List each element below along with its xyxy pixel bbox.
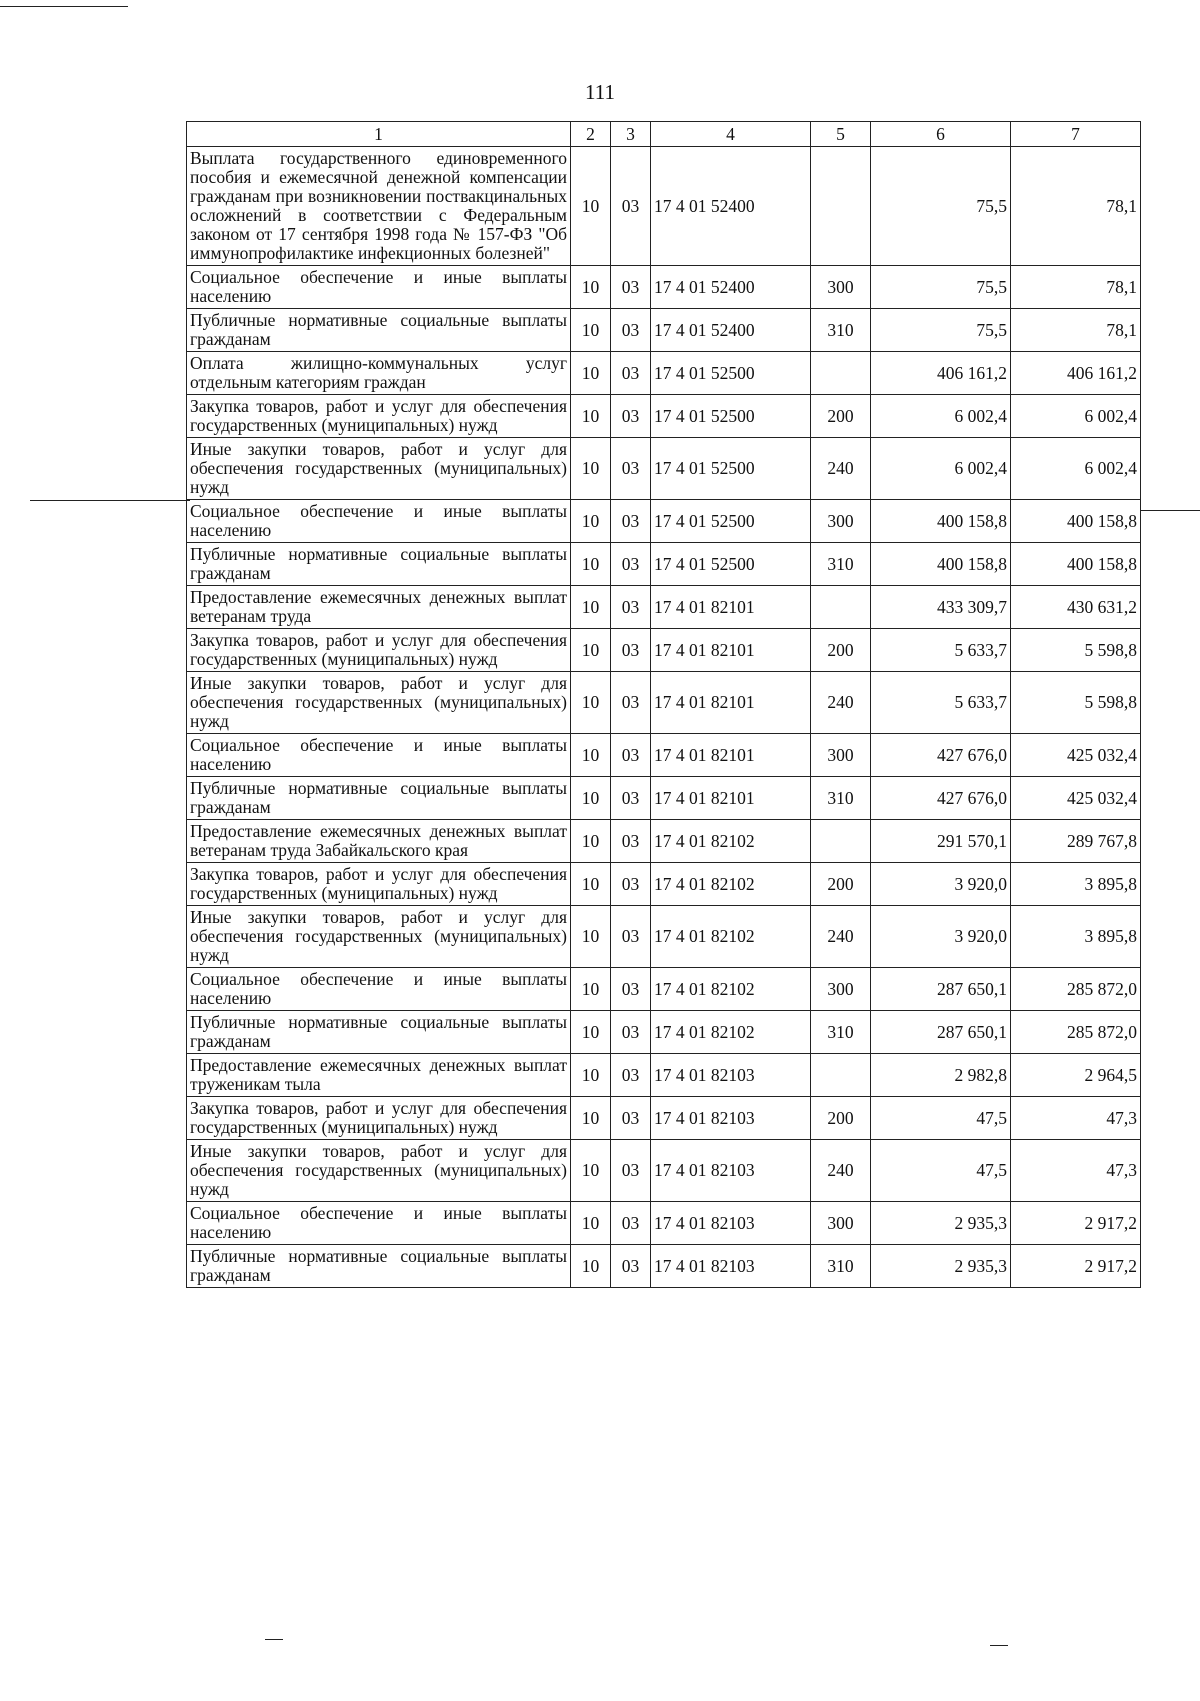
expense-type-cell: 300 [811, 968, 871, 1011]
amount-col7-cell: 5 598,8 [1011, 629, 1141, 672]
target-article-cell: 17 4 01 82103 [651, 1202, 811, 1245]
target-article-cell: 17 4 01 52500 [651, 352, 811, 395]
expense-type-cell: 240 [811, 672, 871, 734]
expense-type-cell: 200 [811, 629, 871, 672]
expense-type-cell: 240 [811, 1140, 871, 1202]
row-name-cell: Публичные нормативные социальные выплаты гражданам [187, 309, 571, 352]
expense-type-cell: 310 [811, 543, 871, 586]
amount-col7-cell: 47,3 [1011, 1140, 1141, 1202]
target-article-cell: 17 4 01 82103 [651, 1140, 811, 1202]
amount-col6-cell: 75,5 [871, 147, 1011, 266]
expense-type-cell: 310 [811, 309, 871, 352]
section-cell: 10 [571, 629, 611, 672]
table-row [187, 1054, 1141, 1097]
amount-col7-cell: 425 032,4 [1011, 734, 1141, 777]
expense-type-cell [811, 820, 871, 863]
row-name-cell: Иные закупки товаров, работ и услуг для обеспечения государственных (муниципальных) нужд [187, 438, 571, 500]
target-article-cell: 17 4 01 82101 [651, 629, 811, 672]
target-article-cell: 17 4 01 82103 [651, 1054, 811, 1097]
target-article-cell: 17 4 01 52500 [651, 395, 811, 438]
row-name-cell: Публичные нормативные социальные выплаты гражданам [187, 1245, 571, 1288]
amount-col6-cell: 6 002,4 [871, 438, 1011, 500]
table-row [187, 438, 1141, 500]
expense-type-cell: 200 [811, 1097, 871, 1140]
row-name-cell: Предоставление ежемесячных денежных выплат ветеранам труда [187, 586, 571, 629]
section-cell: 10 [571, 1140, 611, 1202]
section-cell: 10 [571, 266, 611, 309]
table-row [187, 1202, 1141, 1245]
section-cell: 10 [571, 147, 611, 266]
column-header: 2 [571, 122, 611, 147]
row-name-cell: Социальное обеспечение и иные выплаты населению [187, 266, 571, 309]
row-name-cell: Социальное обеспечение и иные выплаты населению [187, 734, 571, 777]
subsection-cell: 03 [611, 543, 651, 586]
expense-type-cell: 310 [811, 1245, 871, 1288]
amount-col6-cell: 75,5 [871, 266, 1011, 309]
table-row [187, 543, 1141, 586]
amount-col7-cell: 47,3 [1011, 1097, 1141, 1140]
table-row [187, 352, 1141, 395]
amount-col6-cell: 5 633,7 [871, 629, 1011, 672]
table-row [187, 777, 1141, 820]
expense-type-cell: 240 [811, 906, 871, 968]
section-cell: 10 [571, 586, 611, 629]
row-name-cell: Иные закупки товаров, работ и услуг для обеспечения государственных (муниципальных) нужд [187, 672, 571, 734]
amount-col6-cell: 400 158,8 [871, 500, 1011, 543]
column-header: 4 [651, 122, 811, 147]
subsection-cell: 03 [611, 309, 651, 352]
scan-mark-top-left [0, 6, 128, 7]
subsection-cell: 03 [611, 1140, 651, 1202]
section-cell: 10 [571, 500, 611, 543]
section-cell: 10 [571, 863, 611, 906]
subsection-cell: 03 [611, 734, 651, 777]
amount-col6-cell: 287 650,1 [871, 1011, 1011, 1054]
subsection-cell: 03 [611, 906, 651, 968]
section-cell: 10 [571, 777, 611, 820]
section-cell: 10 [571, 309, 611, 352]
subsection-cell: 03 [611, 1054, 651, 1097]
amount-col7-cell: 406 161,2 [1011, 352, 1141, 395]
amount-col6-cell: 75,5 [871, 309, 1011, 352]
amount-col6-cell: 433 309,7 [871, 586, 1011, 629]
row-name-cell: Предоставление ежемесячных денежных выплат труженикам тыла [187, 1054, 571, 1097]
expense-type-cell: 240 [811, 438, 871, 500]
amount-col7-cell: 285 872,0 [1011, 1011, 1141, 1054]
amount-col6-cell: 400 158,8 [871, 543, 1011, 586]
subsection-cell: 03 [611, 777, 651, 820]
amount-col7-cell: 6 002,4 [1011, 438, 1141, 500]
expense-type-cell [811, 147, 871, 266]
target-article-cell: 17 4 01 82102 [651, 820, 811, 863]
section-cell: 10 [571, 352, 611, 395]
section-cell: 10 [571, 672, 611, 734]
subsection-cell: 03 [611, 1245, 651, 1288]
expense-type-cell: 310 [811, 1011, 871, 1054]
expense-type-cell: 300 [811, 266, 871, 309]
table-row [187, 500, 1141, 543]
target-article-cell: 17 4 01 52500 [651, 500, 811, 543]
section-cell: 10 [571, 1097, 611, 1140]
amount-col7-cell: 3 895,8 [1011, 906, 1141, 968]
row-name-cell: Социальное обеспечение и иные выплаты населению [187, 500, 571, 543]
amount-col6-cell: 427 676,0 [871, 734, 1011, 777]
row-name-cell: Публичные нормативные социальные выплаты гражданам [187, 777, 571, 820]
row-name-cell: Закупка товаров, работ и услуг для обеспечения государственных (муниципальных) нужд [187, 629, 571, 672]
amount-col6-cell: 2 982,8 [871, 1054, 1011, 1097]
target-article-cell: 17 4 01 82103 [651, 1245, 811, 1288]
row-name-cell: Иные закупки товаров, работ и услуг для обеспечения государственных (муниципальных) нужд [187, 906, 571, 968]
scan-mark-bottom-right [990, 1645, 1008, 1646]
table-row [187, 1245, 1141, 1288]
scan-mark-left [30, 500, 190, 501]
amount-col6-cell: 2 935,3 [871, 1245, 1011, 1288]
amount-col7-cell: 400 158,8 [1011, 500, 1141, 543]
target-article-cell: 17 4 01 52400 [651, 266, 811, 309]
amount-col6-cell: 47,5 [871, 1140, 1011, 1202]
scan-mark-bottom [265, 1639, 283, 1640]
amount-col7-cell: 400 158,8 [1011, 543, 1141, 586]
column-header: 3 [611, 122, 651, 147]
amount-col7-cell: 2 917,2 [1011, 1202, 1141, 1245]
target-article-cell: 17 4 01 82101 [651, 586, 811, 629]
target-article-cell: 17 4 01 82102 [651, 863, 811, 906]
section-cell: 10 [571, 438, 611, 500]
table-row [187, 1011, 1141, 1054]
section-cell: 10 [571, 906, 611, 968]
table-row [187, 734, 1141, 777]
expense-type-cell: 300 [811, 734, 871, 777]
subsection-cell: 03 [611, 500, 651, 543]
subsection-cell: 03 [611, 1097, 651, 1140]
section-cell: 10 [571, 1054, 611, 1097]
target-article-cell: 17 4 01 82102 [651, 1011, 811, 1054]
subsection-cell: 03 [611, 1202, 651, 1245]
amount-col7-cell: 5 598,8 [1011, 672, 1141, 734]
table-row [187, 863, 1141, 906]
section-cell: 10 [571, 543, 611, 586]
amount-col7-cell: 2 917,2 [1011, 1245, 1141, 1288]
row-name-cell: Закупка товаров, работ и услуг для обеспечения государственных (муниципальных) нужд [187, 863, 571, 906]
row-name-cell: Выплата государственного единовременного пособия и ежемесячной денежной компенсации гражданам при возникновении поствакцинальных осложнений в соответствии с Федеральным законом от 17 сентября 1998 года № 157-ФЗ "Об иммунопрофилактике инфекционных болезней" [187, 147, 571, 266]
target-article-cell: 17 4 01 82101 [651, 777, 811, 820]
column-header: 7 [1011, 122, 1141, 147]
table-row [187, 629, 1141, 672]
expense-type-cell: 300 [811, 500, 871, 543]
column-header: 1 [187, 122, 571, 147]
header-row [187, 122, 1141, 147]
subsection-cell: 03 [611, 266, 651, 309]
amount-col7-cell: 430 631,2 [1011, 586, 1141, 629]
target-article-cell: 17 4 01 82103 [651, 1097, 811, 1140]
amount-col7-cell: 285 872,0 [1011, 968, 1141, 1011]
amount-col7-cell: 78,1 [1011, 147, 1141, 266]
table-row [187, 309, 1141, 352]
amount-col6-cell: 3 920,0 [871, 906, 1011, 968]
table-row [187, 1140, 1141, 1202]
target-article-cell: 17 4 01 52500 [651, 543, 811, 586]
table-row [187, 266, 1141, 309]
amount-col6-cell: 291 570,1 [871, 820, 1011, 863]
amount-col6-cell: 427 676,0 [871, 777, 1011, 820]
amount-col6-cell: 2 935,3 [871, 1202, 1011, 1245]
subsection-cell: 03 [611, 395, 651, 438]
section-cell: 10 [571, 1202, 611, 1245]
row-name-cell: Социальное обеспечение и иные выплаты населению [187, 1202, 571, 1245]
scan-mark-right [1140, 510, 1200, 511]
amount-col6-cell: 47,5 [871, 1097, 1011, 1140]
section-cell: 10 [571, 1245, 611, 1288]
expense-type-cell: 200 [811, 395, 871, 438]
row-name-cell: Предоставление ежемесячных денежных выплат ветеранам труда Забайкальского края [187, 820, 571, 863]
target-article-cell: 17 4 01 82101 [651, 672, 811, 734]
subsection-cell: 03 [611, 672, 651, 734]
amount-col7-cell: 2 964,5 [1011, 1054, 1141, 1097]
amount-col6-cell: 287 650,1 [871, 968, 1011, 1011]
expense-type-cell: 310 [811, 777, 871, 820]
table-row [187, 586, 1141, 629]
expense-type-cell [811, 586, 871, 629]
subsection-cell: 03 [611, 147, 651, 266]
page-number: 111 [585, 80, 615, 104]
amount-col7-cell: 289 767,8 [1011, 820, 1141, 863]
table-row [187, 672, 1141, 734]
section-cell: 10 [571, 1011, 611, 1054]
target-article-cell: 17 4 01 52500 [651, 438, 811, 500]
row-name-cell: Иные закупки товаров, работ и услуг для обеспечения государственных (муниципальных) нужд [187, 1140, 571, 1202]
target-article-cell: 17 4 01 82102 [651, 968, 811, 1011]
target-article-cell: 17 4 01 52400 [651, 147, 811, 266]
subsection-cell: 03 [611, 629, 651, 672]
target-article-cell: 17 4 01 52400 [651, 309, 811, 352]
amount-col7-cell: 6 002,4 [1011, 395, 1141, 438]
section-cell: 10 [571, 968, 611, 1011]
expense-type-cell: 200 [811, 863, 871, 906]
subsection-cell: 03 [611, 820, 651, 863]
amount-col6-cell: 3 920,0 [871, 863, 1011, 906]
table-row [187, 1097, 1141, 1140]
table-row [187, 820, 1141, 863]
section-cell: 10 [571, 395, 611, 438]
subsection-cell: 03 [611, 968, 651, 1011]
amount-col7-cell: 78,1 [1011, 266, 1141, 309]
amount-col6-cell: 5 633,7 [871, 672, 1011, 734]
table-row [187, 968, 1141, 1011]
row-name-cell: Оплата жилищно-коммунальных услуг отдельным категориям граждан [187, 352, 571, 395]
table-body [187, 147, 1141, 1288]
subsection-cell: 03 [611, 352, 651, 395]
subsection-cell: 03 [611, 586, 651, 629]
amount-col7-cell: 425 032,4 [1011, 777, 1141, 820]
row-name-cell: Закупка товаров, работ и услуг для обеспечения государственных (муниципальных) нужд [187, 395, 571, 438]
target-article-cell: 17 4 01 82102 [651, 906, 811, 968]
expense-type-cell [811, 352, 871, 395]
column-header: 6 [871, 122, 1011, 147]
row-name-cell: Социальное обеспечение и иные выплаты населению [187, 968, 571, 1011]
amount-col6-cell: 6 002,4 [871, 395, 1011, 438]
budget-table [186, 121, 1141, 1288]
subsection-cell: 03 [611, 1011, 651, 1054]
table-row [187, 147, 1141, 266]
table-row [187, 906, 1141, 968]
expense-type-cell [811, 1054, 871, 1097]
amount-col7-cell: 78,1 [1011, 309, 1141, 352]
row-name-cell: Публичные нормативные социальные выплаты гражданам [187, 1011, 571, 1054]
subsection-cell: 03 [611, 438, 651, 500]
amount-col7-cell: 3 895,8 [1011, 863, 1141, 906]
target-article-cell: 17 4 01 82101 [651, 734, 811, 777]
expense-type-cell: 300 [811, 1202, 871, 1245]
section-cell: 10 [571, 820, 611, 863]
section-cell: 10 [571, 734, 611, 777]
subsection-cell: 03 [611, 863, 651, 906]
row-name-cell: Публичные нормативные социальные выплаты гражданам [187, 543, 571, 586]
amount-col6-cell: 406 161,2 [871, 352, 1011, 395]
table-row [187, 395, 1141, 438]
row-name-cell: Закупка товаров, работ и услуг для обеспечения государственных (муниципальных) нужд [187, 1097, 571, 1140]
column-header: 5 [811, 122, 871, 147]
